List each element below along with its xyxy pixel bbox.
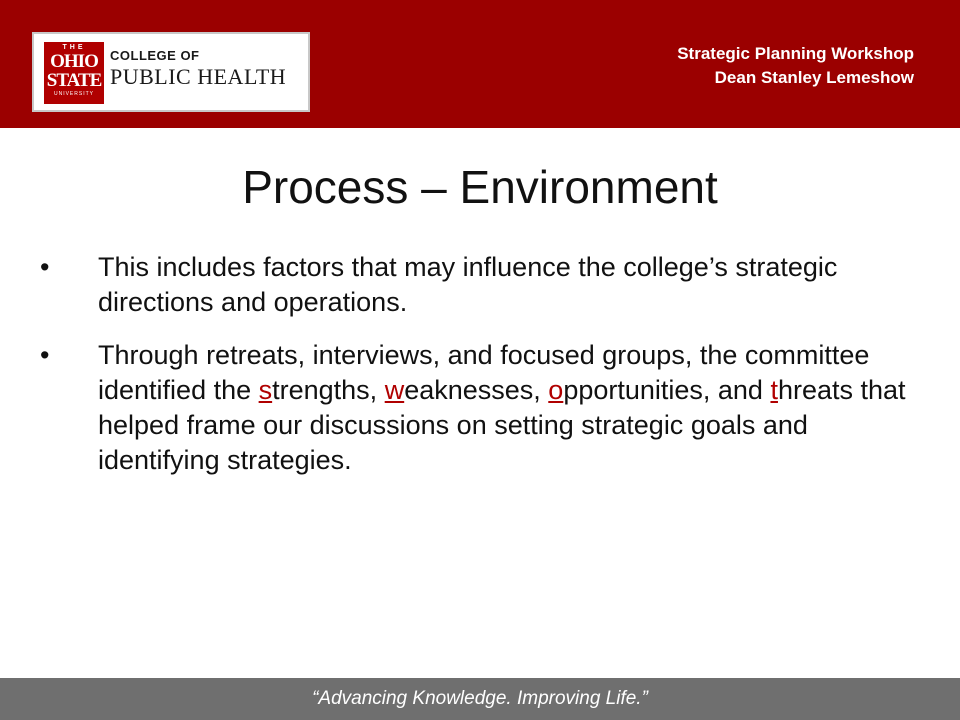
bullet-text — [98, 340, 906, 475]
logo-the: THE — [62, 44, 86, 51]
footer-bar — [0, 678, 960, 720]
swot-letter-o: o — [548, 375, 564, 405]
text-segment: pportunities, and — [563, 375, 771, 405]
text-segment: Through retreats, interviews, and focused groups, the committee identified the — [98, 340, 870, 405]
bullet-text: This includes factors that may influence the college’s strategic directions and operations. — [98, 252, 838, 317]
text-segment: eaknesses, — [404, 375, 549, 405]
college-name-line2: PUBLIC HEALTH — [110, 64, 287, 89]
workshop-title: Strategic Planning Workshop — [677, 44, 914, 63]
bullet-item — [40, 338, 920, 478]
college-logo — [32, 32, 310, 112]
presenter-name: Dean Stanley Lemeshow — [714, 68, 914, 87]
college-name — [110, 48, 286, 90]
swot-letter-s: s — [258, 375, 273, 405]
text-segment: trengths, — [272, 375, 385, 405]
swot-letter-t: t — [770, 375, 778, 405]
bullet-icon: • — [40, 252, 50, 282]
logo-university: UNIVERSITY — [53, 91, 94, 97]
swot-letter-w: w — [384, 375, 405, 405]
logo-state: STATE — [46, 70, 102, 91]
footer-motto: “Advancing Knowledge. Improving Life.” — [312, 688, 648, 709]
text-segment: hreats that helped frame our discussions on setting strategic goals and identifying strategies. — [98, 375, 906, 475]
workshop-info — [677, 42, 914, 90]
college-name-line1: COLLEGE OF — [110, 48, 200, 63]
slide-title: Process – Environment — [242, 161, 718, 213]
logo-ohio: OHIO — [50, 51, 98, 72]
bullet-icon: • — [40, 340, 50, 370]
bullet-item — [40, 250, 920, 320]
bullet-list — [40, 250, 920, 496]
osu-logo-mark — [44, 42, 104, 104]
header-bar — [0, 0, 960, 128]
